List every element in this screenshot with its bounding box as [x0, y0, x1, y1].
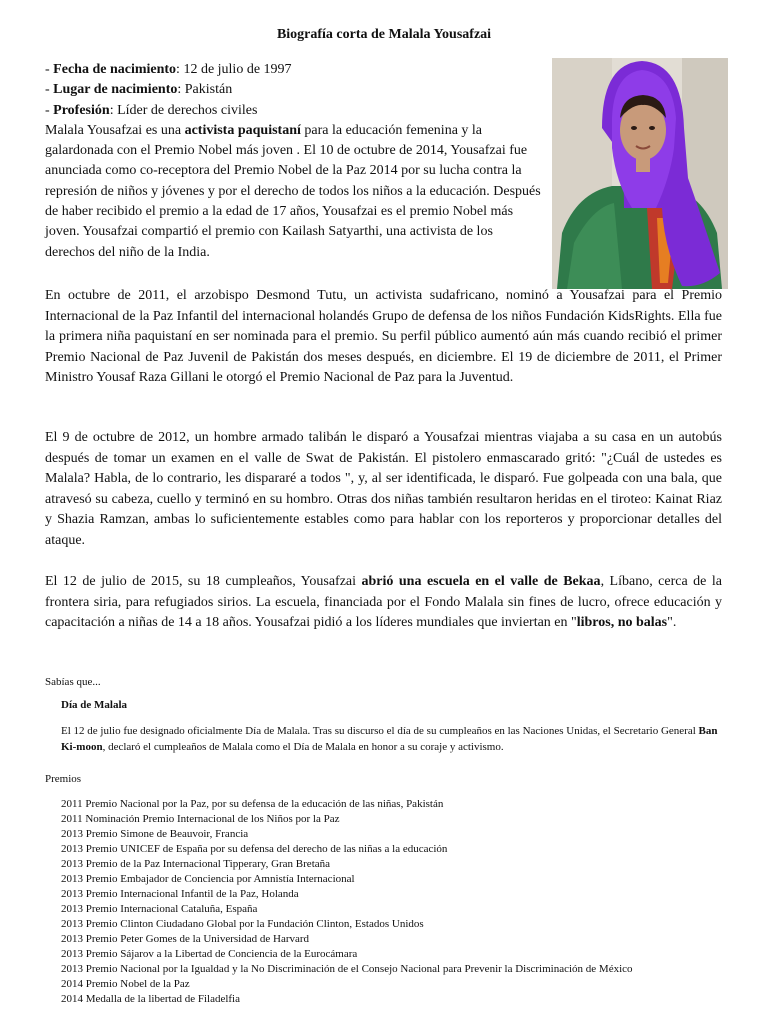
award-item: 2013 Premio Internacional Infantil de la Paz, Holanda: [61, 888, 299, 900]
birth-date-line: - Fecha de nacimiento: 12 de julio de 1997: [45, 62, 292, 77]
dia-de-malala-title: Día de Malala: [61, 699, 127, 711]
dia-text-2: , declaró el cumpleaños de Malala como el Día de Malala en honor a su coraje y activismo.: [102, 741, 504, 753]
award-item: 2013 Premio Simone de Beauvoir, Francia: [61, 828, 249, 840]
award-item: 2013 Premio Peter Gomes de la Universidad de Harvard: [61, 933, 310, 945]
school-text-3: ".: [667, 615, 677, 631]
award-item: 2013 Premio Nacional por la Igualdad y la No Discriminación de el Consejo Nacional para Prevenir la Discriminación de México: [61, 963, 633, 975]
intro-text-1: Malala Yousafzai es una: [45, 122, 185, 138]
birth-date-label: Fecha de nacimiento: [53, 62, 177, 77]
profession-label: Profesión: [53, 102, 110, 118]
school-bold-1: abrió una escuela en el valle de Bekaa: [361, 574, 601, 589]
school-text-2: , Líbano, cerca de la frontera siria, para refugiados sirios. La escuela, financiada por el Fondo Malala sin fines de lucro, ofrece educación y capacitación a niñas de 14 a 18 años. Yousafzai pidió a los líderes mundiales que inviertan en ": [45, 574, 722, 631]
bio-top-block: [45, 60, 545, 263]
dia-de-malala-text: [61, 723, 721, 755]
award-item: 2014 Premio Nobel de la Paz: [61, 978, 190, 990]
award-item: 2011 Premio Nacional por la Paz, por su defensa de la educación de las niñas, Pakistán: [61, 798, 444, 810]
award-item: 2013 Premio Embajador de Conciencia por Amnistía Internacional: [61, 873, 355, 885]
award-item: 2011 Nominación Premio Internacional de los Niños por la Paz: [61, 813, 340, 825]
intro-paragraph: [45, 121, 545, 263]
paragraph-nomination: En octubre de 2011, el arzobispo Desmond Tutu, un activista sudafricano, nominó a Yousafzai para el Premio Internacional de la Paz Infantil del internacional holandés Grupo de defensa de los niños Fundación KidsRights. Ella fue la primera niña paquistaní en ser nominada para el premio. Su perfil público aumentó aún más cuando recibió el primer Premio Nacional de Paz Juvenil de Pakistán dos meses después, en diciembre. El 19 de diciembre de 2011, el Primer Ministro Yousaf Raza Gillani le otorgó el Premio Nacional de Paz para la Juventud.: [45, 288, 722, 386]
paragraph-school: [45, 572, 722, 634]
award-item: 2013 Premio Clinton Ciudadano Global por la Fundación Clinton, Estados Unidos: [61, 918, 424, 930]
dia-bold-1: Ban Ki-moon: [61, 725, 718, 753]
portrait-photo: [552, 58, 728, 289]
paragraph-attack: El 9 de octubre de 2012, un hombre armado talibán le disparó a Yousafzai mientras viajaba a su casa en un autobús después de tomar un examen en el valle de Swat de Pakistán. El pistolero enmascarado gritó: "¿Cuál de ustedes es Malala? Habla, de lo contrario, les dispararé a todos ", y, al ser identificada, le disparó. Fue golpeada con una bala, que atravesó su cabeza, cuello y terminó en su hombro. Otras dos niñas también resultaron heridas en el tiroteo: Kainat Riaz y Shazia Ramzan, ambas lo suficientemente estables como para hablar con los reporteros y proporcionar detalles del ataque.: [45, 430, 722, 548]
birth-place-line: - Lugar de nacimiento: Pakistán: [45, 82, 233, 98]
school-bold-2: libros, no balas: [576, 615, 668, 631]
intro-bold-1: activista paquistaní: [184, 122, 301, 138]
school-text-1: El 12 de julio de 2015, su 18 cumpleaños, Yousafzai: [45, 574, 362, 589]
premios-heading: Premios: [45, 773, 82, 785]
page-title: Biografía corta de Malala Yousafzai: [276, 27, 492, 42]
birth-place-label: Lugar de nacimiento: [53, 82, 178, 98]
birth-place-value: Pakistán: [184, 82, 233, 98]
sabias-que-heading: Sabías que...: [45, 676, 101, 688]
award-item: 2013 Premio UNICEF de España por su defensa del derecho de las niñas a la educación: [61, 843, 448, 855]
portrait-illustration: [552, 58, 728, 289]
award-item: 2013 Premio de la Paz Internacional Tipperary, Gran Bretaña: [61, 858, 331, 870]
birth-date-value: 12 de julio de 1997: [183, 62, 292, 77]
awards-list: [61, 797, 751, 1007]
award-item: 2014 Medalla de la libertad de Filadelfia: [61, 993, 240, 1005]
profession-line: - Profesión: Líder de derechos civiles: [45, 102, 258, 118]
award-item: 2013 Premio Internacional Cataluña, España: [61, 903, 258, 915]
dia-text-1: El 12 de julio fue designado oficialmente Día de Malala. Tras su discurso el día de su cumpleaños en las Naciones Unidas, el Secretario General: [61, 725, 699, 737]
profession-value: Líder de derechos civiles: [117, 102, 258, 118]
intro-text-2: para la educación femenina y la galardonada con el Premio Nobel más joven . El 10 de octubre de 2014, Yousafzai fue anunciada como co-receptora del Premio Nobel de la Paz 2014 por su lucha contra la represión de niños y jóvenes y por el derecho de todos los niños a la educación. Después de haber recibido el premio a la edad de 17 años, Yousafzai es el premio Nobel más joven. Yousafzai compartió el premio con Kailash Satyarthi, una activista de los derechos del niño de la India.: [45, 122, 541, 260]
award-item: 2013 Premio Sájarov a la Libertad de Conciencia de la Eurocámara: [61, 948, 358, 960]
